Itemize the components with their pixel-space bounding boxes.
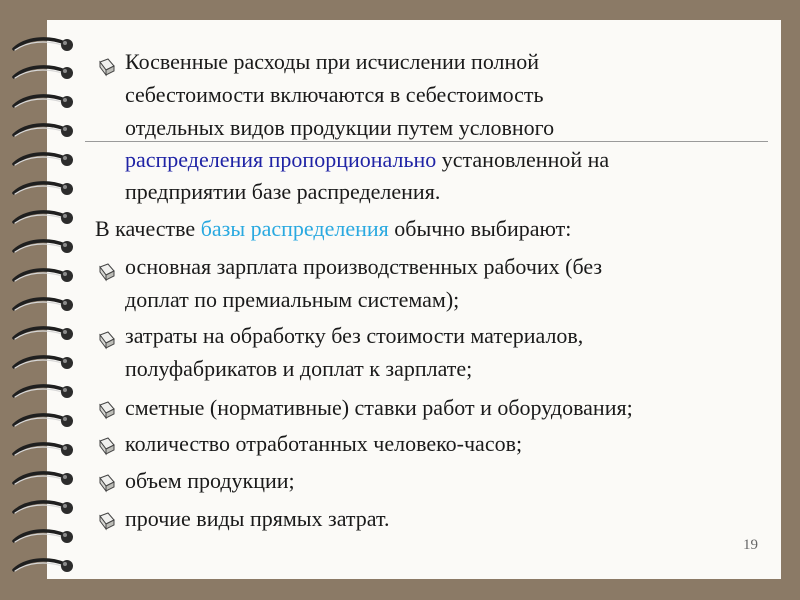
list-item-6: прочие виды прямых затрат. [125, 506, 390, 531]
notebook-bullet-icon [97, 473, 117, 493]
list-item-5: объем продукции; [125, 468, 295, 493]
notebook-bullet-icon [97, 400, 117, 420]
list-item-4: количество отработанных человеко-часов; [125, 431, 523, 456]
notebook-bullet-icon [97, 511, 117, 531]
list-item-2-line-1: затраты на обработку без стоимости материалов, [125, 323, 584, 348]
bullet-1-line-5: предприятии базе распределения. [125, 179, 441, 204]
notebook-bullet-icon [97, 436, 117, 456]
list-item-1-line-2: доплат по премиальным системам); [125, 287, 460, 312]
list-item-3: сметные (нормативные) ставки работ и оборудования; [125, 395, 633, 420]
bullet-1-line-4: распределения пропорционально установленной на [125, 147, 610, 172]
notebook-bullet-icon [97, 57, 117, 77]
bullet-1-line-2: себестоимости включаются в себестоимость [125, 82, 544, 107]
bullet-1-line-1: Косвенные расходы при исчислении полной [125, 49, 540, 74]
list-item-1-line-1: основная зарплата производственных рабочих (без [125, 254, 603, 279]
notebook-bullet-icon [97, 262, 117, 282]
list-item-2-line-2: полуфабрикатов и доплат к зарплате; [125, 356, 473, 381]
notebook-bullet-icon [97, 330, 117, 350]
intro-line: В качестве базы распределения обычно выбирают: [95, 216, 572, 241]
bullet-1-line-3: отдельных видов продукции путем условного [125, 115, 555, 140]
page-number: 19 [743, 537, 758, 553]
